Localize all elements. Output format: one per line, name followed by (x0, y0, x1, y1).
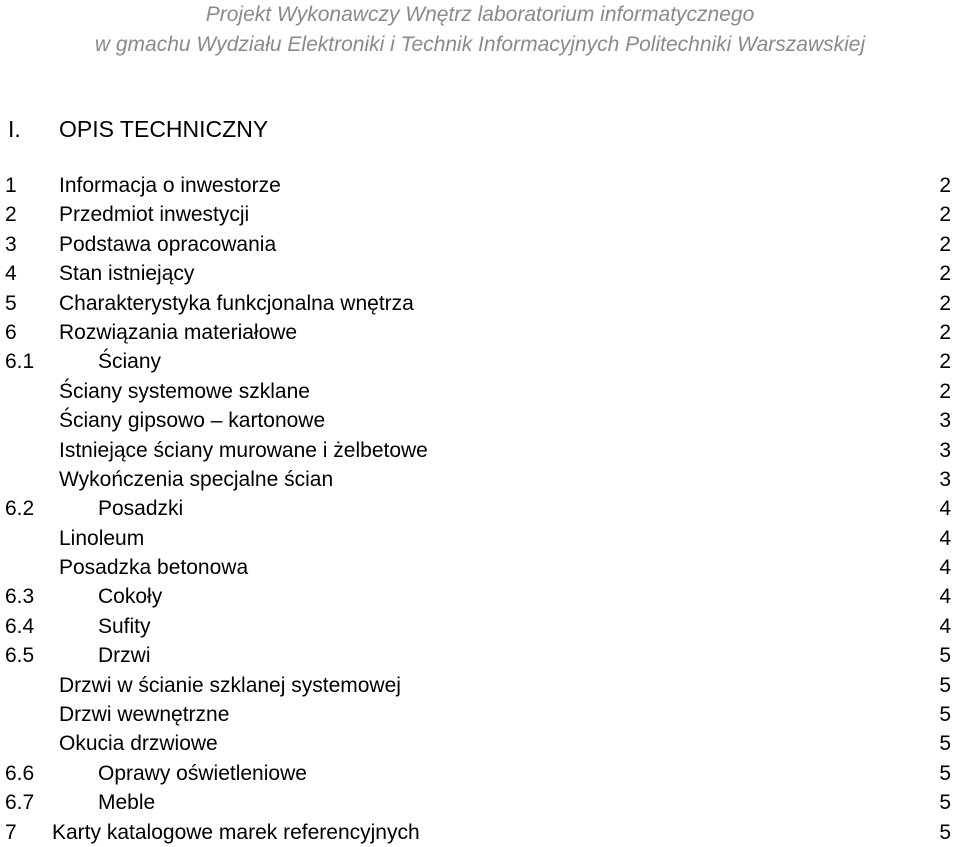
toc-entry[interactable] (0, 759, 960, 788)
toc-entry[interactable] (0, 318, 960, 347)
toc-entry[interactable] (0, 200, 960, 229)
toc-entry[interactable] (0, 494, 960, 523)
toc-entry-number: 6 (5, 320, 17, 344)
toc-entry-page: 4 (939, 497, 951, 521)
toc-entry-page: 5 (939, 791, 951, 815)
toc-entry[interactable] (0, 377, 960, 406)
header-line-1: Projekt Wykonawczy Wnętrz laboratorium informatycznego (205, 3, 755, 26)
toc-entry[interactable] (0, 700, 960, 729)
toc-entry-label: Linoleum (59, 526, 145, 550)
toc-entry-number: 4 (5, 262, 17, 286)
toc-entry-page: 3 (939, 438, 951, 462)
toc-entry-page: 3 (939, 467, 951, 491)
toc-entry-page: 4 (939, 526, 951, 550)
toc-entry-label: Stan istniejący (59, 262, 195, 286)
toc-entry-page: 2 (939, 291, 951, 315)
toc-entry-page: 3 (939, 409, 951, 433)
toc-entry[interactable] (0, 524, 960, 553)
table-of-contents (0, 171, 960, 847)
toc-entry-label: Drzwi w ścianie szklanej systemowej (59, 673, 401, 697)
toc-entry-number: 7 (5, 820, 17, 844)
section-heading (8, 114, 268, 144)
toc-entry[interactable] (0, 553, 960, 582)
toc-entry-label: Ściany gipsowo – kartonowe (59, 409, 326, 433)
toc-entry-page: 2 (939, 320, 951, 344)
toc-entry-page: 2 (939, 350, 951, 374)
toc-entry[interactable] (0, 230, 960, 259)
toc-entry-label: Przedmiot inwestycji (59, 203, 250, 227)
toc-entry-number: 3 (5, 232, 17, 256)
toc-entry-label: Karty katalogowe marek referencyjnych (52, 820, 420, 844)
toc-entry[interactable] (0, 171, 960, 200)
toc-entry[interactable] (0, 671, 960, 700)
toc-entry-label: Podstawa opracowania (59, 232, 277, 256)
toc-entry[interactable] (0, 259, 960, 288)
toc-entry-label: Rozwiązania materiałowe (59, 320, 298, 344)
toc-entry-label: Oprawy oświetleniowe (98, 761, 307, 785)
toc-entry-label: Charakterystyka funkcjonalna wnętrza (59, 291, 414, 315)
toc-entry-label: Wykończenia specjalne ścian (59, 467, 334, 491)
toc-entry[interactable] (0, 465, 960, 494)
toc-entry[interactable] (0, 818, 960, 847)
toc-entry-number: 2 (5, 203, 17, 227)
header-line-2: w gmachu Wydziału Elektroniki i Technik Informacyjnych Politechniki Warszawskiej (94, 33, 866, 56)
section-number: I. (8, 116, 21, 142)
toc-entry-page: 2 (939, 379, 951, 403)
toc-entry[interactable] (0, 436, 960, 465)
toc-entry-page: 5 (939, 703, 951, 727)
toc-entry-page: 4 (939, 585, 951, 609)
toc-entry-label: Meble (98, 791, 156, 815)
toc-entry-label: Informacja o inwestorze (59, 174, 281, 197)
document-header (0, 0, 960, 60)
toc-entry-page: 5 (939, 820, 951, 844)
toc-entry-number: 6.5 (5, 644, 35, 668)
toc-entry-number: 6.2 (5, 497, 35, 521)
toc-entry-number: 6.3 (5, 585, 35, 609)
toc-entry[interactable] (0, 641, 960, 670)
toc-entry-label: Drzwi (98, 644, 151, 668)
toc-entry-number: 5 (5, 291, 17, 315)
toc-entry-label: Cokoły (98, 585, 163, 609)
toc-entry-label: Ściany (98, 350, 162, 374)
toc-entry[interactable] (0, 788, 960, 817)
toc-entry-label: Posadzka betonowa (59, 556, 249, 580)
toc-entry-page: 5 (939, 673, 951, 697)
toc-entry-page: 2 (939, 174, 951, 197)
toc-entry-page: 2 (939, 232, 951, 256)
toc-entry-label: Posadzki (98, 497, 184, 521)
toc-entry-page: 5 (939, 761, 951, 785)
section-title: OPIS TECHNICZNY (59, 116, 269, 142)
toc-entry-page: 5 (939, 644, 951, 668)
toc-entry[interactable] (0, 406, 960, 435)
toc-entry-page: 2 (939, 262, 951, 286)
toc-entry[interactable] (0, 289, 960, 318)
toc-entry[interactable] (0, 729, 960, 758)
toc-entry[interactable] (0, 582, 960, 611)
toc-entry-page: 2 (939, 203, 951, 227)
toc-entry-number: 1 (5, 174, 17, 197)
toc-entry-number: 6.1 (5, 350, 35, 374)
toc-entry[interactable] (0, 612, 960, 641)
toc-entry-page: 4 (939, 556, 951, 580)
toc-entry-label: Ściany systemowe szklane (59, 379, 310, 403)
toc-entry[interactable] (0, 347, 960, 376)
toc-entry-label: Okucia drzwiowe (59, 732, 218, 756)
toc-entry-number: 6.7 (5, 791, 35, 815)
toc-entry-page: 4 (939, 614, 951, 638)
toc-entry-page: 5 (939, 732, 951, 756)
toc-entry-label: Sufity (98, 614, 151, 638)
toc-entry-number: 6.4 (5, 614, 35, 638)
toc-entry-label: Drzwi wewnętrzne (59, 703, 230, 727)
toc-entry-number: 6.6 (5, 761, 35, 785)
toc-entry-label: Istniejące ściany murowane i żelbetowe (59, 438, 428, 462)
